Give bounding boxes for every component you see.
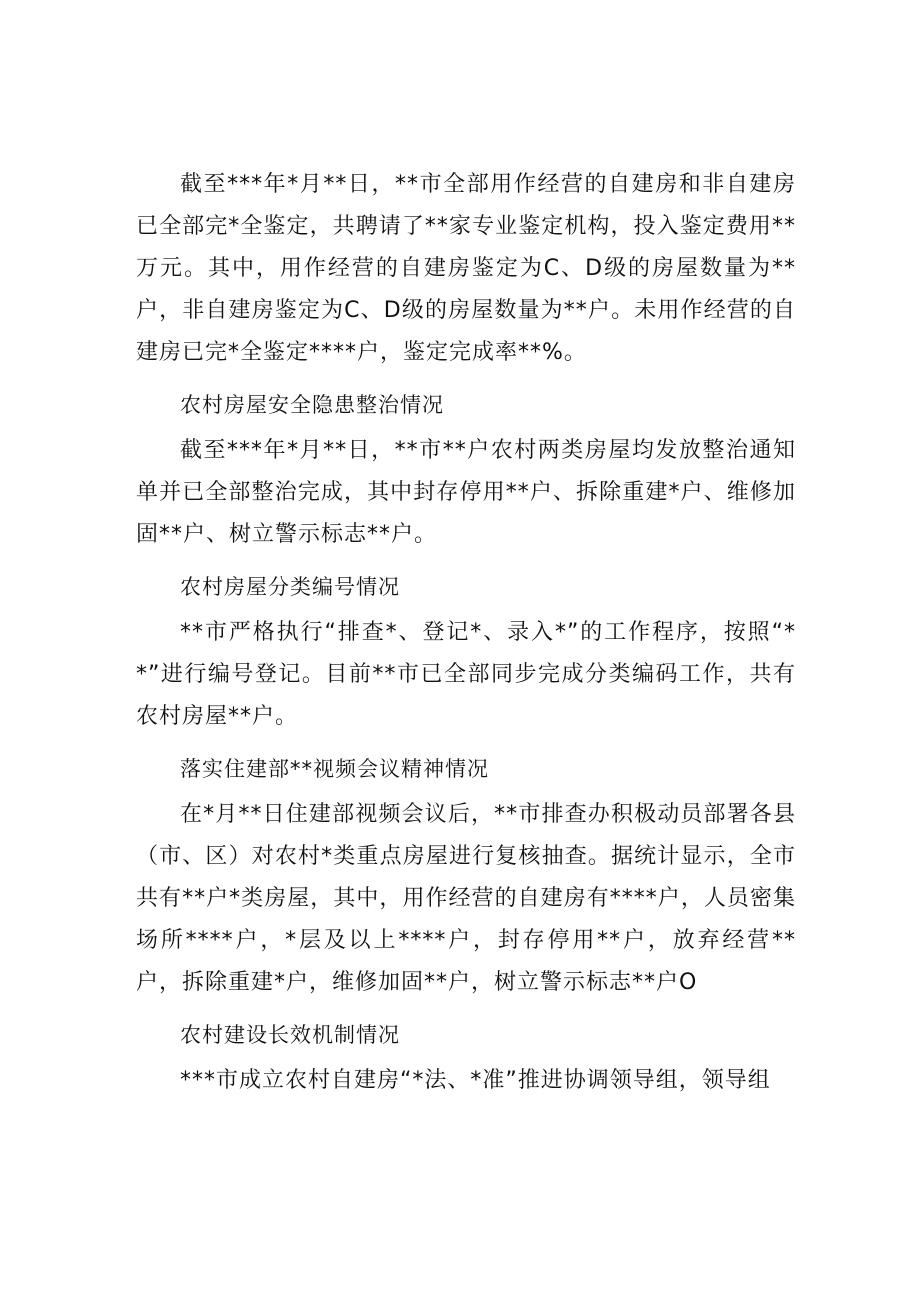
paragraph-appraisal-status: 截至***年*月**日，**市全部用作经营的自建房和非自建房已全部完*全鉴定，共聘请了**家专业鉴定机构，投入鉴定费用**万元。其中，用作经营的自建房鉴定为C、D级的房屋数量为**户，非自建房鉴定为C、D级的房屋数量为**户。未用作经营的自建房已完*全鉴定****户，鉴定完成率**%。 xyxy=(136,172,796,365)
paragraph-numbering-status: **市严格执行“排查*、登记*、录入*”的工作程序，按照“**”进行编号登记。目前**市已全部同步完成分类编码工作，共有农村房屋**户。 xyxy=(136,620,796,729)
paragraph-rectification-status: 截至***年*月**日，**市**户农村两类房屋均发放整治通知单并已全部整治完成，其中封存停用**户、拆除重建*户、维修加固**户、树立警示标志**户。 xyxy=(136,438,796,547)
heading-rural-safety-rectification: 农村房屋安全隐患整治情况 xyxy=(180,393,444,417)
paragraph-review-status: 在*月**日住建部视频会议后，**市排查办积极动员部署各县（市、区）对农村*类重点房屋进行复核抽查。据统计显示，全市共有**户*类房屋，其中，用作经营的自建房有****户，人员密集场所****户，*层及以上****户，封存停用**户，放弃经营**户，拆除重建*户，维修加固**户，树立警示标志**户O xyxy=(136,802,796,995)
heading-classification-numbering: 农村房屋分类编号情况 xyxy=(180,575,400,599)
paragraph-leadership-group: ***市成立农村自建房“*法、*准”推进协调领导组，领导组 xyxy=(180,1068,771,1093)
document-body xyxy=(136,164,796,1102)
heading-long-term-mechanism: 农村建设长效机制情况 xyxy=(180,1023,400,1047)
heading-video-conference-implementation: 落实住建部**视频会议精神情况 xyxy=(180,757,489,781)
